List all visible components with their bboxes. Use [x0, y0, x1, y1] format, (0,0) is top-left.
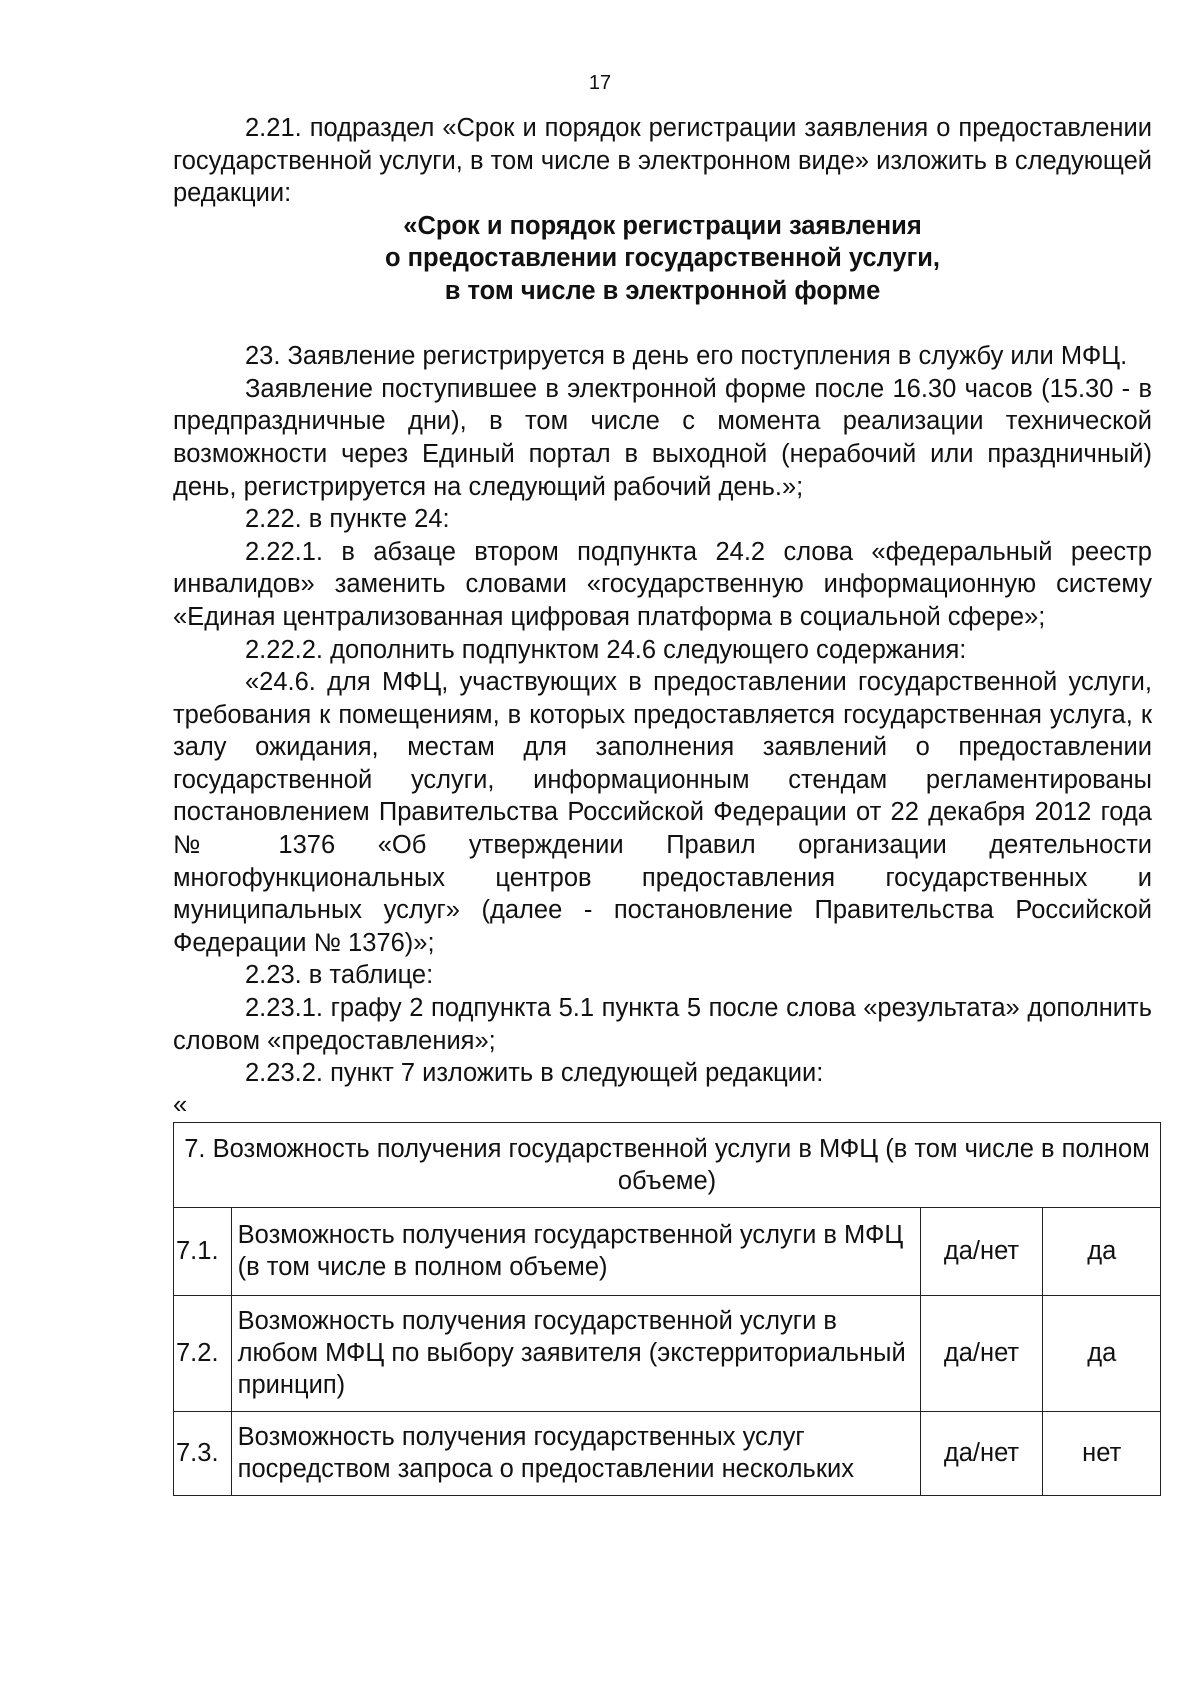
opening-quote-mark: « — [173, 1090, 188, 1119]
table-row — [174, 1295, 1161, 1411]
paragraph-23: 23. Заявление регистрируется в день его поступления в службу или МФЦ. — [245, 342, 1128, 371]
paragraph-2-21: 2.21. подраздел «Срок и порядок регистрации заявления о предоставлении государственной услуги, в том числе в электронном виде» изложить в следующей редакции: — [173, 114, 1152, 208]
mfc-table — [173, 1122, 1161, 1496]
page-number: 17 — [588, 72, 612, 94]
row-value: да — [1043, 1295, 1161, 1411]
paragraph-2-23-1: 2.23.1. графу 2 подпункта 5.1 пункта 5 после слова «результата» дополнить словом «предоставления»; — [173, 994, 1152, 1055]
row-description: Возможность получения государственной услуги в МФЦ (в том числе в полном объеме) — [231, 1207, 920, 1295]
row-value: да — [1043, 1207, 1161, 1295]
row-options: да/нет — [920, 1207, 1043, 1295]
table-row — [174, 1411, 1161, 1495]
paragraph-2-23: 2.23. в таблице: — [245, 961, 434, 990]
row-number: 7.3. — [174, 1411, 232, 1495]
paragraph-2-22: 2.22. в пункте 24: — [245, 505, 450, 534]
row-options: да/нет — [920, 1295, 1043, 1411]
paragraph-2-22-2: 2.22.2. дополнить подпунктом 24.6 следующего содержания: — [245, 635, 967, 664]
row-options: да/нет — [920, 1411, 1043, 1495]
row-description: Возможность получения государственных услуг посредством запроса о предоставлении нескольких — [231, 1411, 920, 1495]
row-number: 7.2. — [174, 1295, 232, 1411]
table-row — [174, 1207, 1161, 1295]
table-section-header: 7. Возможность получения государственной услуги в МФЦ (в том числе в полном объеме) — [174, 1122, 1161, 1207]
row-value: нет — [1043, 1411, 1161, 1495]
spacer — [173, 308, 1152, 341]
paragraph-2-22-1: 2.22.1. в абзаце втором подпункта 24.2 слова «федеральный реестр инвалидов» заменить словами «государственную информационную систему «Единая централизованная цифровая платформа в социальной сфере»; — [173, 537, 1152, 631]
subsection-heading-line-1: «Срок и порядок регистрации заявления — [403, 211, 922, 240]
table-section-header-row — [174, 1122, 1161, 1207]
row-number: 7.1. — [174, 1207, 232, 1295]
document-body — [173, 112, 1152, 1496]
paragraph-24-6: «24.6. для МФЦ, участвующих в предоставлении государственной услуги, требования к помещениям, в которых предоставляется государственная услуга, к залу ожидания, местам для заполнения заявлений о предоставлении государственной услуги, информационным стендам регламентированы постановлением Правительства Российской Федерации от 22 декабря 2012 года № 1376 «Об утверждении Правил организации деятельности многофункциональных центров предоставления государственных и муниципальных услуг» (далее - постановление Правительства Российской Федерации № 1376)»; — [173, 668, 1152, 957]
subsection-heading-line-3: в том числе в электронной форме — [444, 276, 881, 305]
row-description: Возможность получения государственной услуги в любом МФЦ по выбору заявителя (экстерриториальный принцип) — [231, 1295, 920, 1411]
subsection-heading-line-2: о предоставлении государственной услуги, — [384, 244, 940, 273]
paragraph-23-second: Заявление поступившее в электронной форме после 16.30 часов (15.30 - в предпраздничные дни), в том числе с момента реализации технической возможности через Единый портал в выходной (нерабочий или праздничный) день, регистрируется на следующий рабочий день.»; — [173, 374, 1152, 501]
paragraph-2-23-2: 2.23.2. пункт 7 изложить в следующей редакции: — [245, 1059, 824, 1088]
